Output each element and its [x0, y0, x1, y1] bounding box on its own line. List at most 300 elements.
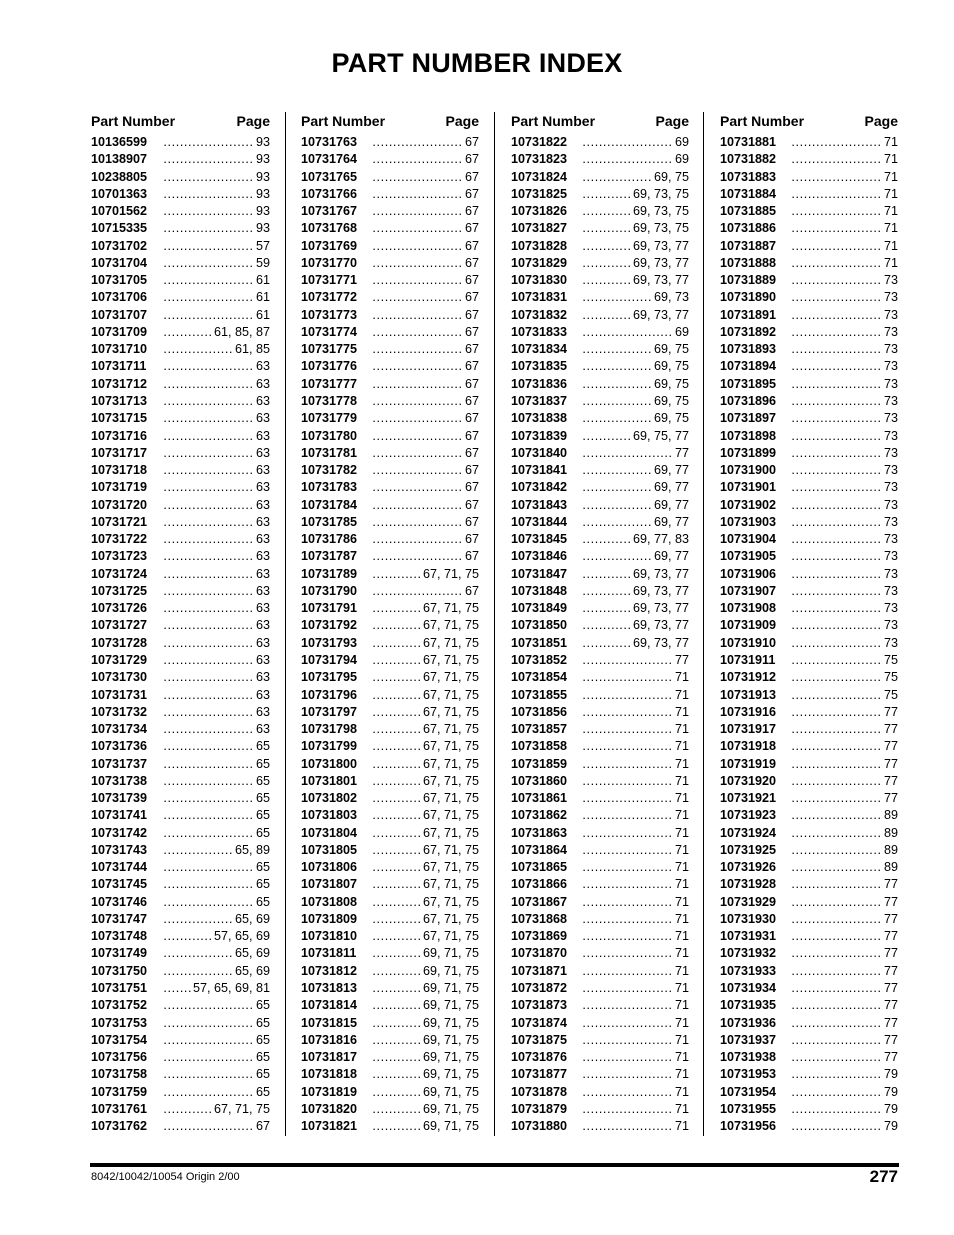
- part-number: 10731863: [511, 825, 568, 840]
- part-number: 10731824: [511, 169, 568, 184]
- index-entry: [301, 1049, 479, 1066]
- part-number: 10731716: [91, 428, 148, 443]
- page-reference: 65: [255, 894, 270, 909]
- part-number: 10731812: [301, 963, 358, 978]
- index-entry: [511, 1101, 689, 1118]
- page-reference-leader: [373, 773, 479, 790]
- index-entry: [301, 842, 479, 859]
- part-number: 10731780: [301, 428, 358, 443]
- part-number: 10731776: [301, 359, 358, 374]
- page-reference-leader: [163, 1032, 270, 1049]
- page-reference-leader: [583, 307, 689, 324]
- index-entry: [301, 704, 479, 721]
- part-number: 10238805: [91, 169, 148, 184]
- page-reference-leader: [792, 635, 898, 652]
- part-number: 10731715: [91, 411, 148, 426]
- part-number: 10731771: [301, 273, 358, 288]
- part-number: 10731738: [91, 773, 148, 788]
- part-number: 10731772: [301, 290, 358, 305]
- page-reference-leader: [792, 531, 898, 548]
- index-entry: [91, 324, 270, 341]
- index-entry: [720, 393, 898, 410]
- page-reference: 69, 71, 75: [422, 1101, 479, 1116]
- part-number: 10731767: [301, 204, 358, 219]
- index-entry: [720, 807, 898, 824]
- page-reference-leader: [373, 341, 479, 358]
- page-reference-leader: [583, 945, 689, 962]
- page-reference-leader: [792, 773, 898, 790]
- page-reference-leader: [163, 410, 270, 427]
- part-number: 10731860: [511, 773, 568, 788]
- page-reference: 73: [883, 566, 898, 581]
- index-entry: [301, 324, 479, 341]
- page-reference-leader: [792, 704, 898, 721]
- part-number: 10731916: [720, 704, 777, 719]
- index-entry: [720, 514, 898, 531]
- part-number: 10731866: [511, 877, 568, 892]
- page-reference-leader: [373, 220, 479, 237]
- index-entry: [301, 255, 479, 272]
- page-reference-leader: [373, 825, 479, 842]
- part-number: 10731877: [511, 1067, 568, 1082]
- part-number: 10731911: [720, 652, 776, 667]
- page-reference-leader: [373, 859, 479, 876]
- index-entry: [511, 186, 689, 203]
- index-entry: [511, 341, 689, 358]
- part-number: 10731925: [720, 842, 777, 857]
- index-entry: [301, 548, 479, 565]
- index-entry: [91, 220, 270, 237]
- part-number: 10731720: [91, 497, 148, 512]
- part-number: 10731820: [301, 1101, 358, 1116]
- part-number: 10731811: [301, 946, 357, 961]
- page-reference: 65: [255, 791, 270, 806]
- index-entry: [301, 583, 479, 600]
- part-number: 10731856: [511, 704, 568, 719]
- page-reference-leader: [583, 186, 689, 203]
- index-entry: [511, 963, 689, 980]
- index-entry: [91, 307, 270, 324]
- page-reference-leader: [792, 272, 898, 289]
- part-number: 10731822: [511, 135, 568, 149]
- page-reference-leader: [792, 1032, 898, 1049]
- page-reference: 77: [883, 791, 898, 806]
- index-entry: [91, 531, 270, 548]
- part-number: 10731889: [720, 273, 777, 288]
- page-reference: 67, 71, 75: [422, 704, 479, 719]
- page-reference: 73: [883, 324, 898, 339]
- index-entry: [720, 186, 898, 203]
- index-entry: [91, 393, 270, 410]
- page-reference-leader: [792, 1084, 898, 1101]
- page-reference-leader: [583, 272, 689, 289]
- part-number: 10731719: [91, 480, 148, 495]
- index-entry: [301, 600, 479, 617]
- page-reference: 65: [255, 1015, 270, 1030]
- page-reference: 69, 71, 75: [422, 1050, 479, 1065]
- part-number: 10731874: [511, 1015, 568, 1030]
- index-entry: [720, 358, 898, 375]
- page-reference: 69, 75: [653, 342, 689, 357]
- page-reference: 67: [464, 324, 479, 339]
- part-number: 10731893: [720, 342, 777, 357]
- index-entry: [720, 479, 898, 496]
- column-header: [720, 110, 898, 132]
- page-reference: 71: [883, 221, 898, 236]
- page-reference: 59: [255, 255, 270, 270]
- page-reference-leader: [163, 272, 270, 289]
- index-entry: [511, 876, 689, 893]
- part-number: 10731723: [91, 549, 148, 564]
- part-number: 10731799: [301, 739, 358, 754]
- page-reference: 65: [255, 739, 270, 754]
- part-number: 10731807: [301, 877, 358, 892]
- part-number: 10731878: [511, 1084, 568, 1099]
- page-reference: 93: [255, 169, 270, 184]
- index-entry: [511, 289, 689, 306]
- page-reference: 67, 71, 75: [422, 687, 479, 702]
- part-number: 10701363: [91, 186, 148, 201]
- page-reference-leader: [792, 203, 898, 220]
- index-entry: [511, 169, 689, 186]
- index-entry: [720, 462, 898, 479]
- page-reference: 71: [674, 929, 689, 944]
- part-number: 10731834: [511, 342, 568, 357]
- index-entry: [91, 1049, 270, 1066]
- page-reference-leader: [373, 600, 479, 617]
- page-reference-leader: [583, 1015, 689, 1032]
- part-number: 10731844: [511, 514, 568, 529]
- part-number: 10731881: [720, 135, 777, 149]
- index-entry: [301, 773, 479, 790]
- page-reference-leader: [583, 756, 689, 773]
- page-reference: 79: [883, 1084, 898, 1099]
- page-reference-leader: [373, 358, 479, 375]
- index-entry: [301, 531, 479, 548]
- page-reference: 63: [255, 411, 270, 426]
- part-number: 10731840: [511, 445, 568, 460]
- page-reference-leader: [373, 617, 479, 634]
- part-number: 10731854: [511, 670, 568, 685]
- index-entry: [720, 945, 898, 962]
- part-number: 10731774: [301, 324, 358, 339]
- index-entry: [511, 514, 689, 531]
- page-reference: 67, 71, 75: [422, 601, 479, 616]
- index-entry: [511, 980, 689, 997]
- page-reference-leader: [373, 997, 479, 1014]
- page-reference: 67, 71, 75: [422, 929, 479, 944]
- page-reference-leader: [163, 980, 270, 997]
- index-entry: [720, 428, 898, 445]
- page-reference: 65: [255, 1050, 270, 1065]
- page-reference: 71: [674, 911, 689, 926]
- page-reference-leader: [792, 997, 898, 1014]
- page-reference: 67: [464, 445, 479, 460]
- index-entry: [91, 911, 270, 928]
- page-reference: 71: [674, 739, 689, 754]
- page-reference: 69, 71, 75: [422, 1067, 479, 1082]
- page-heading: Page: [864, 113, 898, 129]
- page-reference-leader: [583, 514, 689, 531]
- index-entry: [511, 721, 689, 738]
- index-entry: [720, 1032, 898, 1049]
- part-number: 10731892: [720, 324, 777, 339]
- part-number: 10731827: [511, 221, 568, 236]
- page-reference-leader: [583, 341, 689, 358]
- page-reference: 71: [883, 204, 898, 219]
- page-reference-leader: [583, 617, 689, 634]
- part-number: 10731747: [91, 911, 148, 926]
- index-entry: [301, 134, 479, 151]
- page-reference-leader: [163, 773, 270, 790]
- index-entry: [301, 566, 479, 583]
- part-number: 10731880: [511, 1119, 568, 1134]
- page-reference-leader: [373, 1084, 479, 1101]
- index-entry: [720, 289, 898, 306]
- page-reference-leader: [792, 358, 898, 375]
- page-heading: Page: [655, 113, 689, 129]
- part-number: 10731731: [91, 687, 148, 702]
- page-reference-leader: [583, 687, 689, 704]
- index-entry: [91, 428, 270, 445]
- page-reference: 71: [883, 169, 898, 184]
- page-reference-leader: [583, 721, 689, 738]
- page-reference: 63: [255, 687, 270, 702]
- index-entry: [91, 238, 270, 255]
- index-entry: [720, 842, 898, 859]
- part-number-heading: Part Number: [301, 113, 386, 129]
- page-reference-leader: [583, 773, 689, 790]
- part-number: 10731819: [301, 1084, 358, 1099]
- page-reference: 67: [464, 497, 479, 512]
- part-number: 10731741: [91, 808, 148, 823]
- page-reference-leader: [583, 669, 689, 686]
- part-number: 10731920: [720, 773, 777, 788]
- part-number: 10731728: [91, 635, 148, 650]
- index-entry: [91, 410, 270, 427]
- index-entry: [91, 445, 270, 462]
- index-entry: [91, 186, 270, 203]
- part-number: 10731825: [511, 186, 568, 201]
- page-reference-leader: [163, 756, 270, 773]
- page-reference: 77: [883, 894, 898, 909]
- index-entry: [91, 894, 270, 911]
- part-number: 10731724: [91, 566, 148, 581]
- index-entry: [511, 428, 689, 445]
- page-reference-leader: [583, 358, 689, 375]
- page-reference-leader: [373, 151, 479, 168]
- index-entry: [301, 169, 479, 186]
- page-reference-leader: [373, 497, 479, 514]
- page-reference-leader: [163, 825, 270, 842]
- page-reference-leader: [583, 497, 689, 514]
- page-reference-leader: [583, 566, 689, 583]
- page-reference: 93: [255, 204, 270, 219]
- page-reference: 77: [883, 1032, 898, 1047]
- page-reference-leader: [163, 358, 270, 375]
- part-number: 10731886: [720, 221, 777, 236]
- column-divider: [703, 112, 704, 1136]
- page-reference: 71: [674, 1084, 689, 1099]
- page-reference: 67, 71, 75: [213, 1101, 270, 1116]
- index-entry: [511, 635, 689, 652]
- index-entry: [720, 756, 898, 773]
- page-reference: 73: [883, 583, 898, 598]
- index-entry: [511, 1066, 689, 1083]
- page-reference: 73: [883, 273, 898, 288]
- index-entry: [301, 876, 479, 893]
- index-entry: [511, 324, 689, 341]
- index-entry: [720, 669, 898, 686]
- index-entry: [720, 497, 898, 514]
- page-reference: 67: [464, 152, 479, 167]
- page-reference-leader: [163, 307, 270, 324]
- part-number: 10731729: [91, 652, 148, 667]
- page-reference: 63: [255, 359, 270, 374]
- part-number: 10731830: [511, 273, 568, 288]
- part-number: 10731786: [301, 532, 358, 547]
- index-entry: [91, 825, 270, 842]
- index-entry: [301, 220, 479, 237]
- part-number: 10731831: [511, 290, 568, 305]
- page-reference: 69, 73, 77: [632, 273, 689, 288]
- index-entry: [720, 704, 898, 721]
- page-reference: 77: [883, 739, 898, 754]
- page-reference: 67, 71, 75: [422, 825, 479, 840]
- page-reference: 67, 71, 75: [422, 808, 479, 823]
- index-entry: [511, 376, 689, 393]
- part-number: 10731761: [91, 1101, 148, 1116]
- page-reference: 71: [674, 670, 689, 685]
- page-reference-leader: [163, 566, 270, 583]
- page-reference-leader: [792, 687, 898, 704]
- part-number: 10731833: [511, 324, 568, 339]
- index-entry: [720, 238, 898, 255]
- page-reference-leader: [583, 445, 689, 462]
- part-number: 10731932: [720, 946, 777, 961]
- page-reference-leader: [163, 652, 270, 669]
- part-number: 10731794: [301, 652, 358, 667]
- page-reference-leader: [163, 186, 270, 203]
- page-reference-leader: [163, 911, 270, 928]
- page-reference-leader: [583, 876, 689, 893]
- index-entry: [301, 1101, 479, 1118]
- index-entry: [720, 859, 898, 876]
- page-reference-leader: [373, 1032, 479, 1049]
- index-entry: [91, 687, 270, 704]
- index-entry: [301, 376, 479, 393]
- part-number: 10731917: [720, 722, 777, 737]
- page-reference-leader: [792, 186, 898, 203]
- page-reference-leader: [163, 617, 270, 634]
- part-number: 10731742: [91, 825, 148, 840]
- page-reference: 73: [883, 428, 898, 443]
- page-reference-leader: [163, 635, 270, 652]
- part-number: 10731888: [720, 255, 777, 270]
- page-reference: 73: [883, 601, 898, 616]
- page-reference: 69, 73, 77: [632, 238, 689, 253]
- page-reference-leader: [583, 842, 689, 859]
- page-reference: 67, 71, 75: [422, 722, 479, 737]
- index-entry: [511, 548, 689, 565]
- part-number: 10731829: [511, 255, 568, 270]
- page-reference: 65: [255, 1067, 270, 1082]
- index-column-1: [91, 110, 270, 1135]
- part-number: 10731765: [301, 169, 358, 184]
- page-reference: 73: [883, 514, 898, 529]
- part-number: 10731924: [720, 825, 777, 840]
- page-reference: 67, 71, 75: [422, 773, 479, 788]
- part-number: 10731904: [720, 532, 777, 547]
- page-reference-leader: [373, 428, 479, 445]
- index-entry: [91, 773, 270, 790]
- index-entry: [511, 151, 689, 168]
- part-number: 10731823: [511, 152, 568, 167]
- index-entry: [511, 255, 689, 272]
- part-number: 10701562: [91, 204, 148, 219]
- page-reference-leader: [583, 376, 689, 393]
- part-number: 10731750: [91, 963, 148, 978]
- page-reference: 73: [883, 532, 898, 547]
- page-reference: 69, 73, 77: [632, 583, 689, 598]
- index-entry: [91, 255, 270, 272]
- page-reference-leader: [792, 1118, 898, 1135]
- index-entry: [511, 566, 689, 583]
- page-reference: 69, 73, 75: [632, 204, 689, 219]
- page-reference: 89: [883, 842, 898, 857]
- page-reference: 67, 71, 75: [422, 791, 479, 806]
- page-reference: 57: [255, 238, 270, 253]
- page-reference-leader: [163, 479, 270, 496]
- part-number: 10731797: [301, 704, 358, 719]
- page-reference: 71: [883, 135, 898, 149]
- page-reference: 65, 89: [234, 842, 270, 857]
- page-heading: Page: [445, 113, 479, 129]
- index-entry: [511, 807, 689, 824]
- page-reference-leader: [792, 169, 898, 186]
- page-reference-leader: [373, 531, 479, 548]
- part-number: 10731846: [511, 549, 568, 564]
- part-number: 10731809: [301, 911, 358, 926]
- index-entry: [301, 980, 479, 997]
- page-reference-leader: [163, 531, 270, 548]
- index-entry: [91, 151, 270, 168]
- page-reference-leader: [792, 1101, 898, 1118]
- index-entry: [301, 1084, 479, 1101]
- index-entry: [720, 272, 898, 289]
- page-reference-leader: [373, 376, 479, 393]
- index-entry: [720, 410, 898, 427]
- page-reference: 75: [883, 670, 898, 685]
- part-number: 10731813: [301, 981, 358, 996]
- page-reference-leader: [163, 997, 270, 1014]
- page-reference: 61: [255, 273, 270, 288]
- page-reference: 77: [883, 911, 898, 926]
- index-entry: [511, 238, 689, 255]
- page-reference: 69, 77: [653, 480, 689, 495]
- page-reference-leader: [373, 842, 479, 859]
- part-number: 10731707: [91, 307, 148, 322]
- page-reference-leader: [163, 945, 270, 962]
- part-number: 10731770: [301, 255, 358, 270]
- page-reference: 69, 75: [653, 169, 689, 184]
- page-reference-leader: [792, 1015, 898, 1032]
- part-number: 10731899: [720, 445, 777, 460]
- page-reference: 67: [464, 290, 479, 305]
- page-reference: 57, 65, 69: [213, 929, 270, 944]
- part-number: 10731839: [511, 428, 568, 443]
- part-number: 10731896: [720, 393, 777, 408]
